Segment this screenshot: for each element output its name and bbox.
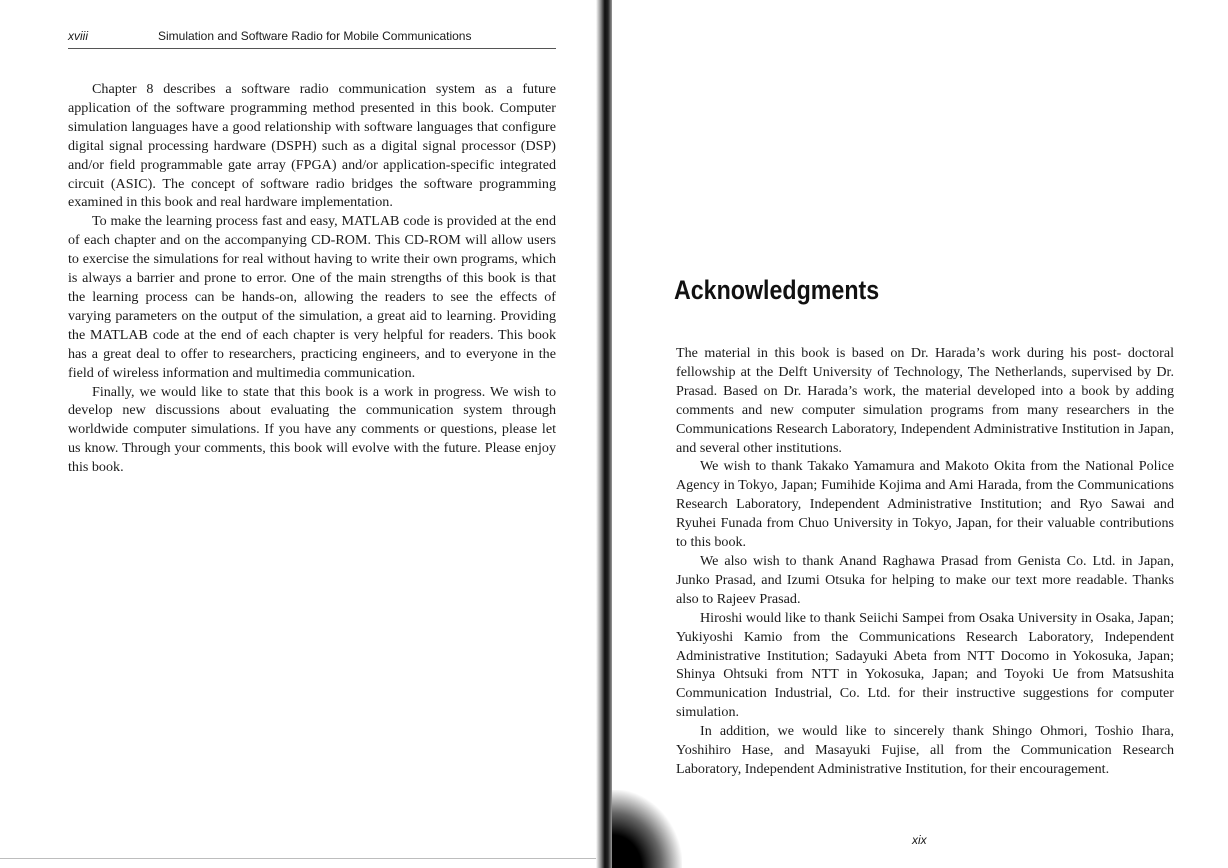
paragraph: Hiroshi would like to thank Seiichi Sampei from Osaka University in Osaka, Japan; Yukiyoshi Kamio from the Communications Research Laboratory, Independent Administrative Institution; Sadayuki Abeta from NTT Docomo in Yokosuka, Japan; Shinya Ohtsuki from NTT in Yokosuka, Japan; and Toyoki Ue from Matsushita Communication Industrial, Co. Ltd. for their instructive suggestions for computer simulation. (676, 609, 1174, 721)
paragraph: Finally, we would like to state that this book is a work in progress. We wish to develop new discussions about evaluating the communication system through worldwide computer simulations. If you have any comments or questions, please let us know. Through your comments, this book will evolve with the future. Please enjoy this book. (68, 383, 556, 476)
right-page (612, 0, 1228, 868)
right-body-text (676, 344, 1174, 779)
page-number-left: xviii (68, 29, 88, 43)
page-edge (0, 858, 598, 859)
running-title: Simulation and Software Radio for Mobile Communications (158, 29, 472, 43)
left-page (0, 0, 598, 868)
paragraph: We wish to thank Takako Yamamura and Makoto Okita from the National Police Agency in Tokyo, Japan; Fumihide Kojima and Ami Harada, from the Communications Research Laboratory, Independent Administrative Institution; and Ryo Sawai and Ryuhei Funada from Chuo University in Tokyo, Japan, for their valuable contributions to this book. (676, 458, 1174, 551)
paragraph: In addition, we would like to sincerely thank Shingo Ohmori, Toshio Ihara, Yoshihiro Hase, and Masayuki Fujise, all from the Communication Research Laboratory, Independent Administrative Institution, for their encouragement. (676, 723, 1174, 777)
paragraph: We also wish to thank Anand Raghawa Prasad from Genista Co. Ltd. in Japan, Junko Prasad, and Izumi Otsuka for helping to make our text more readable. Thanks also to Rajeev Prasad. (676, 552, 1174, 607)
paragraph: The material in this book is based on Dr. Harada’s work during his post- doctoral fellowship at the Delft University of Technology, The Netherlands, supervised by Dr. Prasad. Based on Dr. Harada’s work, the material developed into a book by adding comments and new computer simulation programs from many researchers in the Communications Research Laboratory, Independent Administrative Institution in Japan, and several other institutions. (676, 345, 1174, 456)
section-heading: Acknowledgments (674, 275, 880, 305)
running-head (68, 29, 556, 47)
book-gutter-shadow (596, 0, 612, 868)
page-number-right: xix (912, 833, 927, 847)
binding-shadow (612, 790, 682, 868)
paragraph: To make the learning process fast and easy, MATLAB code is provided at the end of each chapter and on the accompanying CD-ROM. This CD-ROM will allow users to exercise the simulations for real without having to write their own programs, which is always a barrier and prone to error. One of the main strengths of this book is that the learning process can be hands-on, allowing the readers to see the effects of varying parameters on the output of the simulation, a great aid to learning. Providing the MATLAB code at the end of each chapter is very helpful for readers. This book has a great deal to offer to researchers, practicing engineers, and to everyone in the field of wireless information and multimedia communication. (68, 213, 556, 381)
paragraph: Chapter 8 describes a software radio communication system as a future application of the software programming method presented in this book. Computer simulation languages have a good relationship with software languages that configure digital signal processing hardware (DSPH) such as a digital signal processor (DSP) and/or field programmable gate array (FPGA) and/or application-specific integrated circuit (ASIC). The concept of software radio bridges the software programming examined in this book and real hardware implementation. (68, 81, 556, 211)
left-body-text (68, 80, 556, 477)
header-rule (68, 48, 556, 49)
